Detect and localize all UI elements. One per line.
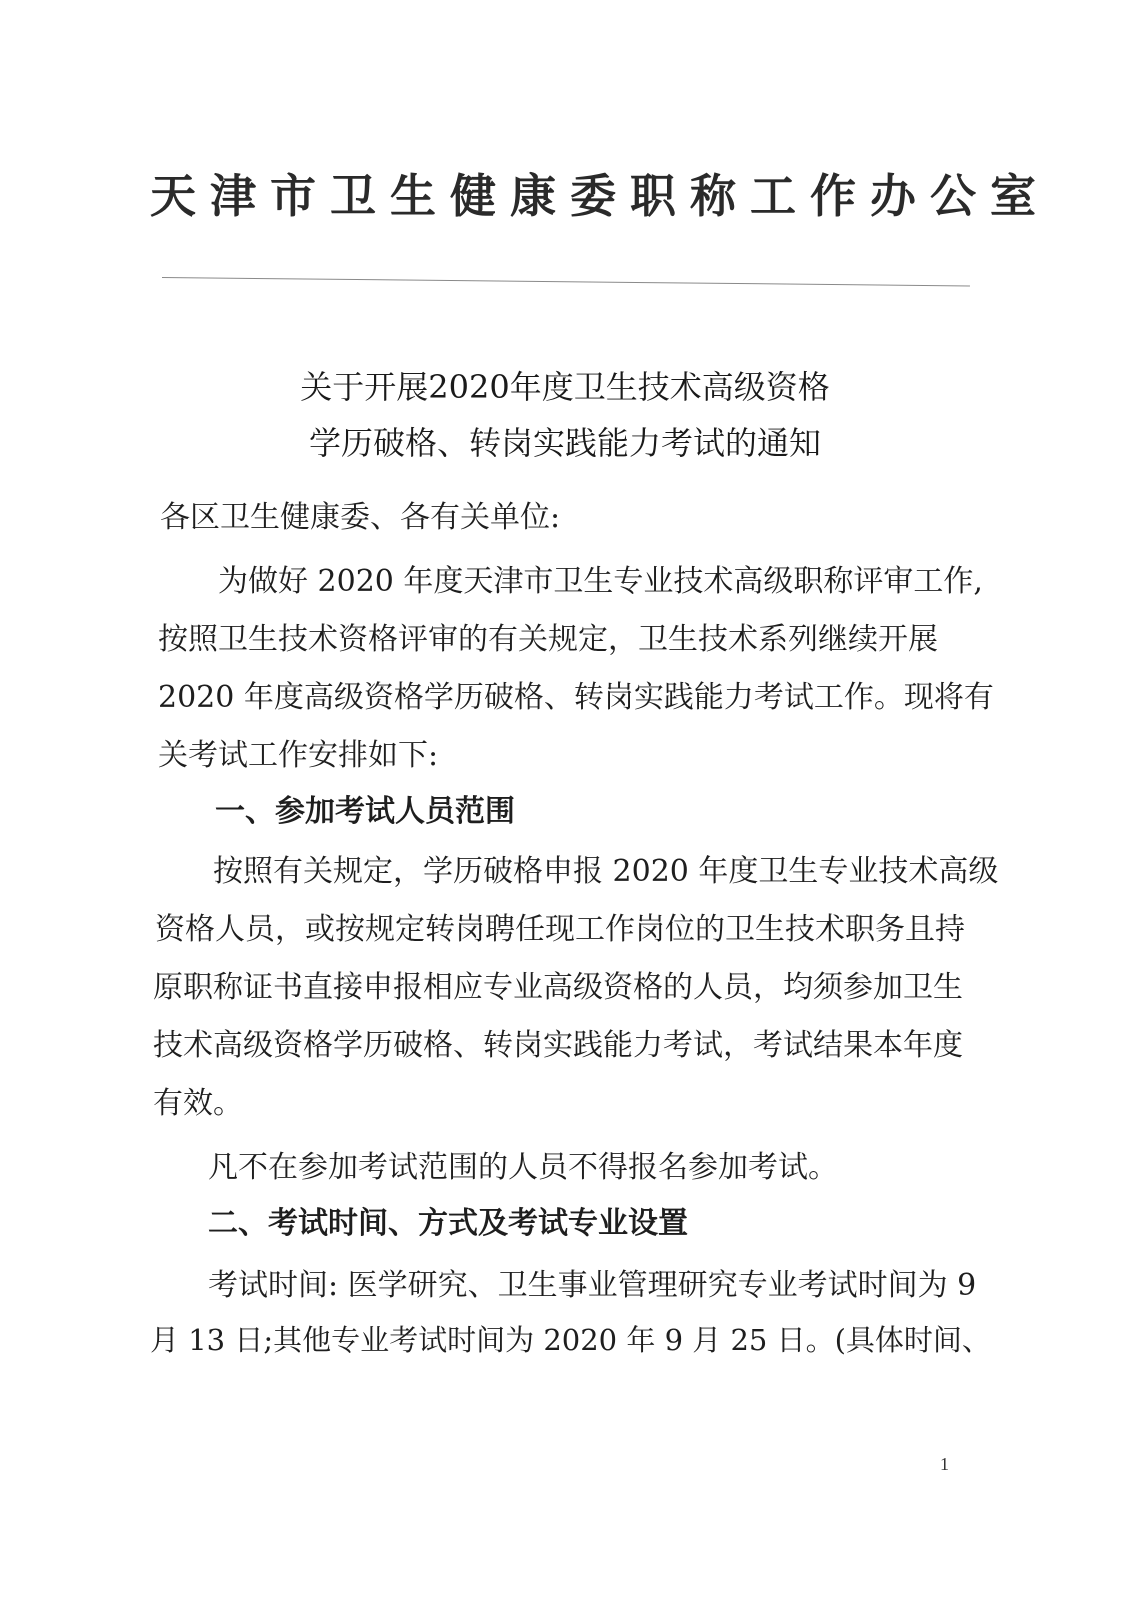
page-number: 1 (940, 1454, 949, 1474)
section-2-line: 月 13 日;其他专业考试时间为 2020 年 9 月 25 日。(具体时间、 (150, 1323, 991, 1357)
document-title-line-2: 学历破格、转岗实践能力考试的通知 (308, 424, 821, 462)
section-1-line: 资格人员，或按规定转岗聘任现工作岗位的卫生技术职务且持 (155, 912, 965, 947)
section-1-line: 技术高级资格学历破格、转岗实践能力考试，考试结果本年度 (153, 1028, 963, 1063)
intro-line: 关考试工作安排如下: (158, 738, 439, 773)
section-1-line: 按照有关规定，学历破格申报 2020 年度卫生专业技术高级 (213, 854, 999, 889)
salutation: 各区卫生健康委、各有关单位: (160, 500, 561, 535)
issuing-office-header: 天津市卫生健康委职称工作办公室 (150, 169, 1050, 223)
section-1-note: 凡不在参加考试范围的人员不得报名参加考试。 (208, 1150, 838, 1185)
intro-line: 2020 年度高级资格学历破格、转岗实践能力考试工作。现将有 (158, 680, 994, 715)
document-title-line-1: 关于开展2020年度卫生技术高级资格 (300, 368, 830, 406)
section-1-line: 有效。 (153, 1086, 243, 1121)
section-2-line: 考试时间: 医学研究、卫生事业管理研究专业考试时间为 9 (208, 1268, 977, 1303)
intro-line: 按照卫生技术资格评审的有关规定，卫生技术系列继续开展 (158, 622, 938, 657)
section-1-line: 原职称证书直接申报相应专业高级资格的人员，均须参加卫生 (153, 970, 963, 1005)
intro-line: 为做好 2020 年度天津市卫生专业技术高级职称评审工作, (218, 564, 983, 599)
header-divider (162, 277, 970, 286)
section-1-heading: 一、参加考试人员范围 (215, 794, 515, 829)
section-2-heading: 二、考试时间、方式及考试专业设置 (208, 1206, 688, 1241)
